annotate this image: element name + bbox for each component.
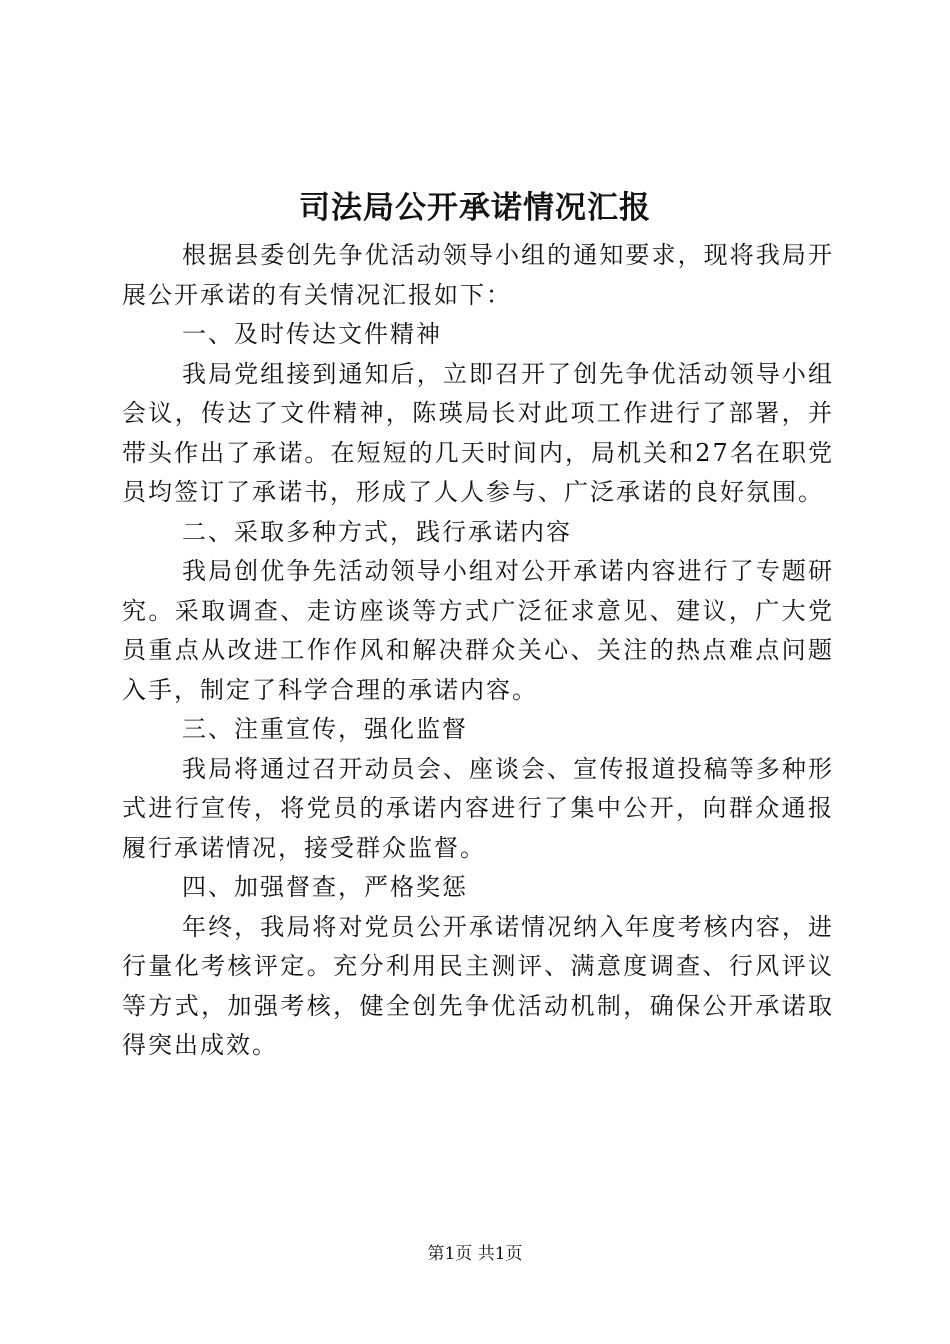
intro-paragraph: 根据县委创先争优活动领导小组的通知要求，现将我局开展公开承诺的有关情况汇报如下： (122, 241, 834, 309)
page-footer: 第1页 共1页 (427, 1244, 523, 1264)
section-paragraph-3: 我局将通过召开动员会、座谈会、宣传报道投稿等多种形式进行宣传，将党员的承诺内容进行了集中公开，向群众通报履行承诺情况，接受群众监督。 (122, 754, 834, 862)
section-paragraph-2: 我局创优争先活动领导小组对公开承诺内容进行了专题研究。采取调查、走访座谈等方式广泛征求意见、建议，广大党员重点从改进工作作风和解决群众关心、关注的热点难点问题入手，制定了科学合理的承诺内容。 (122, 557, 834, 704)
section-heading-2: 二、采取多种方式，践行承诺内容 (182, 517, 572, 546)
section-paragraph-1: 我局党组接到通知后，立即召开了创先争优活动领导小组会议，传达了文件精神，陈瑛局长对此项工作进行了部署，并带头作出了承诺。在短短的几天时间内，局机关和27名在职党员均签订了承诺书，形成了人人参与、广泛承诺的良好氛围。 (122, 359, 834, 506)
section-heading-4: 四、加强督查，严格奖惩 (182, 873, 468, 901)
section-heading-1: 一、及时传达文件精神 (182, 320, 442, 348)
document-title: 司法局公开承诺情况汇报 (299, 190, 651, 226)
section-heading-3: 三、注重宣传，强化监督 (182, 715, 468, 743)
document-body (122, 236, 834, 1066)
section-paragraph-4: 年终，我局将对党员公开承诺情况纳入年度考核内容，进行量化考核评定。充分利用民主测评、满意度调查、行风评议等方式，加强考核，健全创先争优活动机制，确保公开承诺取得突出成效。 (122, 912, 834, 1059)
